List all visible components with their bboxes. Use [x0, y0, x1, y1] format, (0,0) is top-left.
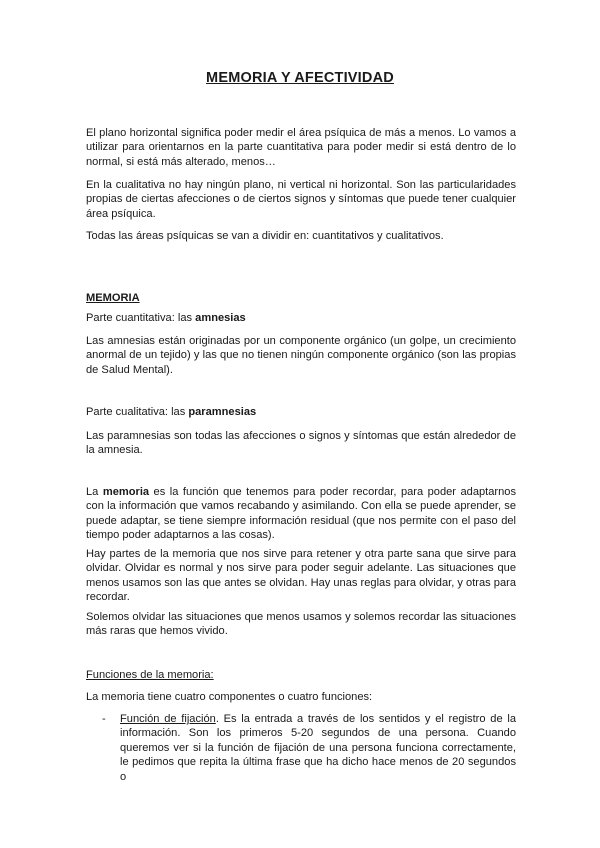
def-prefix: La: [86, 486, 103, 498]
intro-paragraph-3: Todas las áreas psíquicas se van a dividir en: cuantitativos y cualitativos.: [86, 230, 444, 242]
cuantitativa-prefix: Parte cuantitativa: las: [86, 312, 196, 324]
def-rest: es la función que tenemos para poder recordar, para poder adaptarnos con la información que vamos recabando y asimilando. Con ella se puede aprender, se puede adaptar, se tiene siempre información residual (que nos permite con el paso del tiempo poder adaptarnos a las cosas).: [86, 486, 516, 542]
list-item-term: Función de fijación: [120, 713, 216, 725]
list-item-text: [120, 712, 516, 784]
partes-paragraph: Hay partes de la memoria que nos sirve para retener y otra parte sana que sirve para olvidar. Olvidar es normal y nos sirve para poder seguir adelante. Las situaciones que menos usamos son las que antes se olvidan. Hay unas reglas para olvidar, y otras para recordar.: [86, 548, 516, 604]
section-heading-memoria: MEMORIA: [86, 292, 140, 304]
document-title: MEMORIA Y AFECTIVIDAD: [206, 70, 394, 86]
intro-paragraph-2: En la cualitativa no hay ningún plano, ni vertical ni horizontal. Son las particularidades propias de ciertas afecciones o de ciertos signos y síntomas que puede tener cualquier área psíquica.: [86, 179, 516, 220]
cualitativa-prefix: Parte cualitativa: las: [86, 406, 189, 418]
cuantitativa-term: amnesias: [195, 312, 246, 324]
paramnesias-paragraph: Las paramnesias son todas las afecciones o signos y síntomas que están alrededor de la amnesia.: [86, 430, 516, 457]
cualitativa-term: paramnesias: [188, 406, 257, 418]
funciones-intro: La memoria tiene cuatro componentes o cuatro funciones:: [86, 691, 373, 703]
cualitativa-line: [86, 405, 256, 419]
olvidar-paragraph: Solemos olvidar las situaciones que menos usamos y solemos recordar las situaciones más raras que hemos vivido.: [86, 611, 516, 638]
list-dash: -: [102, 713, 106, 725]
intro-paragraph-1: El plano horizontal significa poder medir el área psíquica de más a menos. Lo vamos a utilizar para orientarnos en la parte cuantitativa para poder medir si está dentro de lo normal, si está más alterado, menos…: [86, 127, 516, 168]
def-term: memoria: [102, 486, 150, 498]
cuantitativa-line: [86, 311, 246, 325]
list-item-body: . Es la entrada a través de los sentidos y el registro de la información. Son los primeros 5-20 segundos de una persona. Cuando queremos ver si la función de fijación de una persona funciona correctamente, le pedimos que repita la última frase que ha dicho hace menos de 20 segundos o: [120, 713, 516, 783]
amnesias-paragraph: Las amnesias están originadas por un componente orgánico (un golpe, un crecimiento anormal de un tejido) y las que no tienen ningún componente orgánico (son las propias de Salud Mental).: [86, 335, 516, 376]
funciones-heading: Funciones de la memoria:: [86, 669, 214, 681]
memoria-definition-paragraph: [86, 485, 516, 543]
